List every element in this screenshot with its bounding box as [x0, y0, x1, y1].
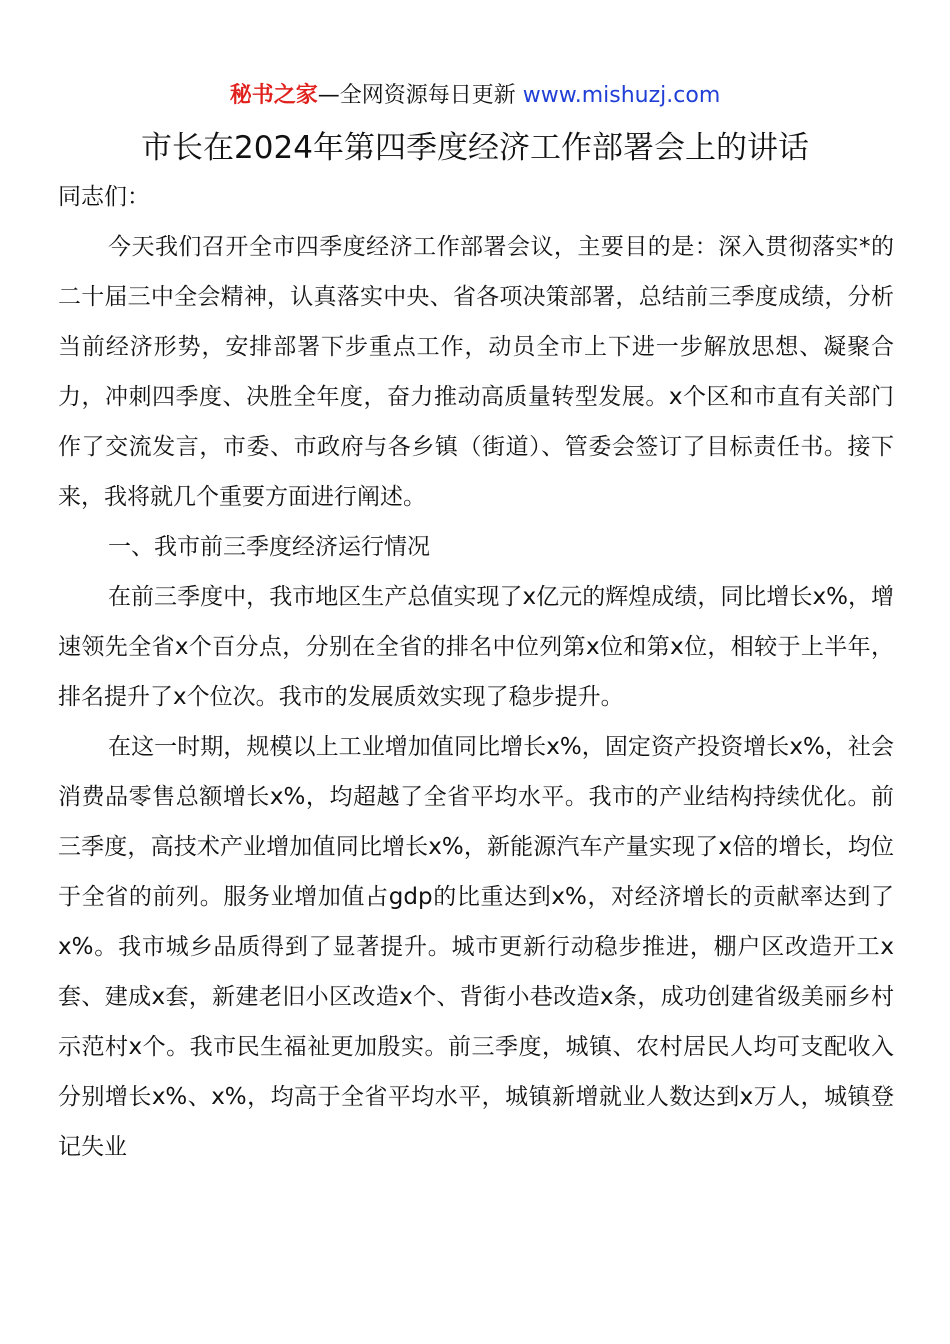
brand-name: 秘书之家	[229, 83, 318, 108]
section-heading: 一、我市前三季度经济运行情况	[108, 534, 430, 560]
document-body	[58, 172, 894, 1172]
document-title: 市长在2024年第四季度经济工作部署会上的讲话	[141, 130, 809, 166]
salutation: 同志们：	[58, 184, 150, 210]
paragraph-intro: 今天我们召开全市四季度经济工作部署会议，主要目的是：深入贯彻落实*的二十届三中全会精神，认真落实中央、省各项决策部署，总结前三季度成绩，分析当前经济形势，安排部署下步重点工作，动员全市上下进一步解放思想、凝聚合力，冲刺四季度、决胜全年度，奋力推动高质量转型发展。x个区和市直有关部门作了交流发言，市委、市政府与各乡镇（街道）、管委会签订了目标责任书。接下来，我将就几个重要方面进行阐述。	[58, 234, 894, 510]
paragraph-indicators: 在这一时期，规模以上工业增加值同比增长x%，固定资产投资增长x%，社会消费品零售总额增长x%，均超越了全省平均水平。我市的产业结构持续优化。前三季度，高技术产业增加值同比增长x%，新能源汽车产量实现了x倍的增长，均位于全省的前列。服务业增加值占gdp的比重达到x%，对经济增长的贡献率达到了x%。我市城乡品质得到了显著提升。城市更新行动稳步推进，棚户区改造开工x套、建成x套，新建老旧小区改造x个、背街小巷改造x条，成功创建省级美丽乡村示范村x个。我市民生福祉更加殷实。前三季度，城镇、农村居民人均可支配收入分别增长x%、x%，均高于全省平均水平，城镇新增就业人数达到x万人，城镇登记失业	[58, 734, 894, 1160]
site-url-link[interactable]: www.mishuzj.com	[522, 83, 721, 108]
header-tagline: —全网资源每日更新	[317, 83, 523, 108]
paragraph-gdp: 在前三季度中，我市地区生产总值实现了x亿元的辉煌成绩，同比增长x%，增速领先全省x个百分点，分别在全省的排名中位列第x位和第x位，相较于上半年，排名提升了x个位次。我市的发展质效实现了稳步提升。	[58, 584, 894, 710]
site-header	[0, 80, 950, 112]
